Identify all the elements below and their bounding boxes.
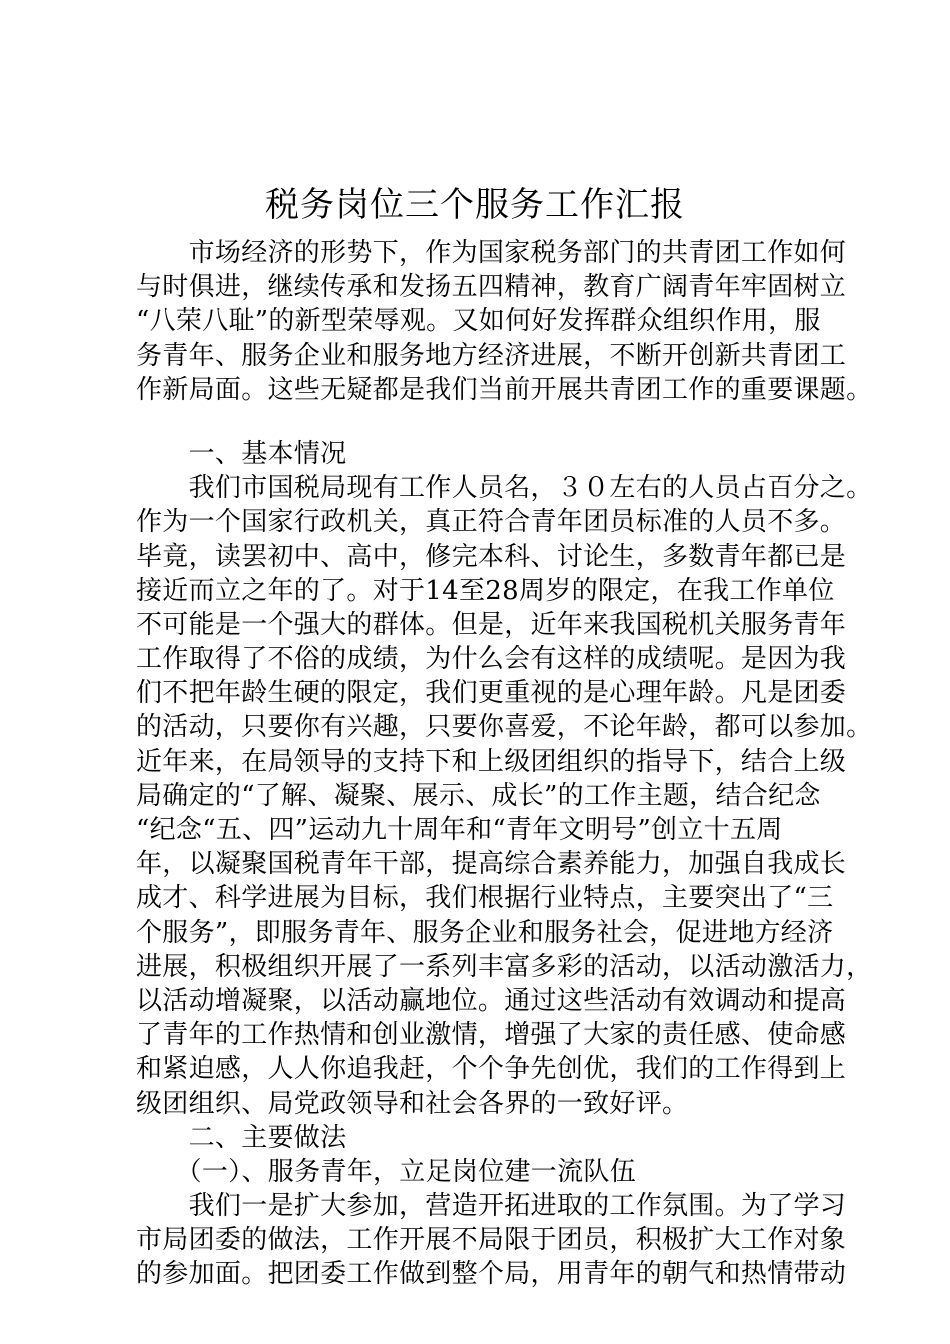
section-heading-basic: 一、基本情况 (136, 438, 347, 469)
document-body (136, 236, 873, 1292)
text-line: 我们一是扩大参加，营造开拓进取的工作氛围。为了学习 (136, 1191, 847, 1222)
text-line: 的参加面。把团委工作做到整个局，用青年的朝气和热情带动 (136, 1259, 847, 1290)
text-line: 成才、科学进展为目标，我们根据行业特点，主要突出了“三 (136, 883, 834, 914)
section-heading-methods: 二、主要做法 (136, 1122, 347, 1153)
text-line: “八荣八耻”的新型荣辱观。又如何好发挥群众组织作用，服 (136, 306, 821, 337)
basic-situation-paragraph (136, 471, 873, 1121)
text-line: 不可能是一个强大的群体。但是，近年来我国税机关服务青年 (136, 609, 847, 640)
text-line: 进展，积极组织开展了一系列丰富多彩的活动，以活动激活力， (136, 951, 873, 982)
text-line: 与时俱进，继续传承和发扬五四精神，教育广阔青年牢固树立 (136, 272, 847, 303)
text-line: 我们市国税局现有工作人员名，３０左右的人员占百分之。 (136, 473, 873, 504)
text-line: 务青年、服务企业和服务地方经济进展，不断开创新共青团工 (136, 340, 847, 371)
intro-paragraph (136, 236, 873, 407)
text-line: 近年来，在局领导的支持下和上级团组织的指导下，结合上级 (136, 746, 847, 777)
text-line: 工作取得了不俗的成绩，为什么会有这样的成绩呢。是因为我 (136, 644, 847, 675)
text-line: 局确定的“了解、凝聚、展示、成长”的工作主题，结合纪念 (136, 780, 821, 811)
text-line: 了青年的工作热情和创业激情，增强了大家的责任感、使命感 (136, 1020, 847, 1051)
text-line: 级团组织、局党政领导和社会各界的一致好评。 (136, 1088, 689, 1119)
paragraph-spacer (136, 407, 826, 437)
text-line: 毕竟，读罢初中、高中，修完本科、讨论生，多数青年都已是 (136, 541, 847, 572)
text-line: 作为一个国家行政机关，真正符合青年团员标准的人员不多。 (136, 507, 847, 538)
text-line: 们不把年龄生硬的限定，我们更重视的是心理年龄。凡是团委 (136, 678, 847, 709)
text-line: 的活动，只要你有兴趣，只要你喜爱，不论年龄，都可以参加。 (136, 712, 873, 743)
text-line: 个服务”，即服务青年、服务企业和服务社会，促进地方经济 (136, 917, 834, 948)
text-line: 市局团委的做法，工作开展不局限于团员，积极扩大工作对象 (136, 1225, 847, 1256)
text-line: 接近而立之年的了。对于14至28周岁的限定，在我工作单位 (136, 575, 835, 606)
subsection-heading-serve-youth: （一）、服务青年，立足岗位建一流队伍 (136, 1156, 637, 1187)
document-title: 税务岗位三个服务工作汇报 (265, 185, 685, 225)
text-line: 以活动增凝聚，以活动赢地位。通过这些活动有效调动和提高 (136, 985, 847, 1016)
text-line: 作新局面。这些无疑都是我们当前开展共青团工作的重要课题。 (136, 374, 873, 405)
text-line: “纪念“五、四”运动九十周年和“青年文明号”创立十五周 (136, 815, 783, 845)
text-line: 年，以凝聚国税青年干部，提高综合素养能力，加强自我成长 (136, 849, 847, 880)
serve-youth-paragraph (136, 1189, 847, 1292)
text-line: 和紧迫感，人人你追我赶，个个争先创优，我们的工作得到上 (136, 1054, 847, 1085)
text-line: 市场经济的形势下，作为国家税务部门的共青团工作如何 (136, 238, 847, 268)
